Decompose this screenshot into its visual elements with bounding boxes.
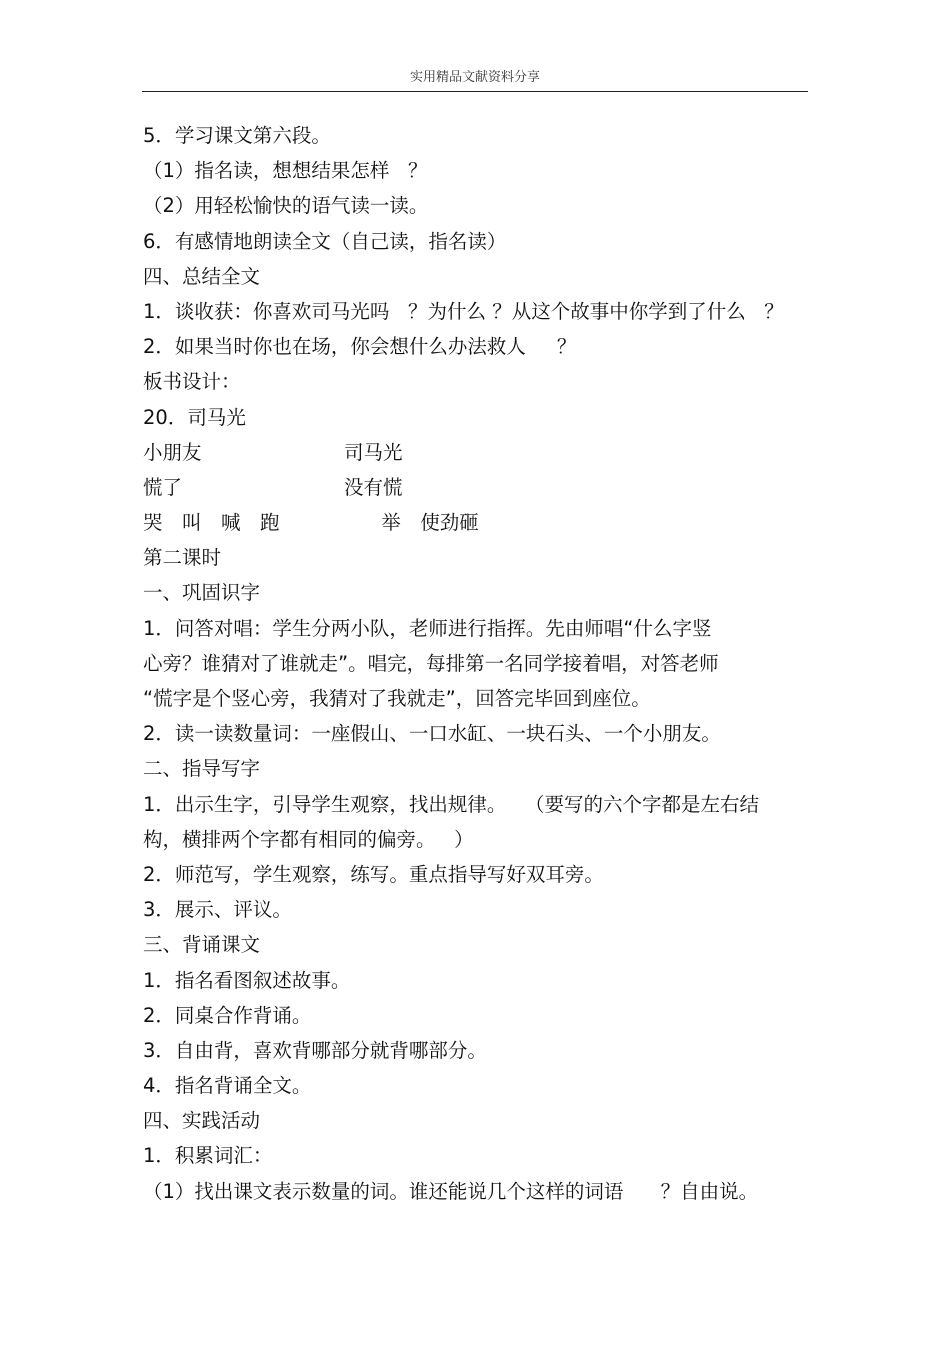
board-left: 小朋友	[143, 440, 202, 464]
text-line: （1）找出课文表示数量的词。谁还能说几个这样的词语 ？自由说。	[143, 1179, 759, 1203]
section-heading: 四、总结全文	[143, 264, 261, 288]
text-line: 3．展示、评议。	[143, 898, 292, 922]
section-heading: 一、巩固识字	[143, 581, 261, 605]
text-line: 2．同桌合作背诵。	[143, 1003, 312, 1027]
text-line: 3．自由背，喜欢背哪部分就背哪部分。	[143, 1038, 487, 1062]
text-line: 1．积累词汇：	[143, 1144, 273, 1168]
board-row	[143, 435, 813, 470]
text-line: 4．指名背诵全文。	[143, 1074, 312, 1098]
section-heading: 二、指导写字	[143, 757, 261, 781]
header-divider	[142, 91, 808, 92]
board-right: 举 使劲砸	[344, 511, 479, 535]
section-heading: 四、实践活动	[143, 1109, 261, 1133]
board-right: 没有慌	[344, 475, 403, 499]
text-line: “慌字是个竖心旁，我猜对了我就走”，回答完毕回到座位。	[143, 687, 651, 710]
text-line: 20．司马光	[143, 405, 246, 429]
text-line: 1．谈收获：你喜欢司马光吗 ？为什么 ？从这个故事中你学到了什么 ？	[143, 299, 784, 323]
section-heading: 三、背诵课文	[143, 933, 261, 957]
text-line: 6．有感情地朗读全文（自己读，指名读）	[143, 229, 507, 253]
text-line: 2．师范写，学生观察，练写。重点指导写好双耳旁。	[143, 862, 604, 886]
text-line: 5．学习课文第六段。	[143, 124, 331, 147]
text-line: 构，横排两个字都有相同的偏旁。 ）	[143, 827, 474, 851]
board-row	[143, 470, 813, 505]
board-left: 哭 叫 喊 跑	[143, 511, 280, 535]
board-left: 慌了	[143, 475, 183, 499]
text-line: （2）用轻松愉快的语气读一读。	[143, 194, 429, 218]
page-header: 实用精品文献资料分享	[409, 70, 540, 85]
text-line: 心旁？谁猜对了谁就走”。唱完，每排第一名同学接着唱，对答老师	[143, 651, 719, 675]
section-heading: 板书设计：	[143, 370, 241, 394]
text-line: 1．指名看图叙述故事。	[143, 968, 351, 992]
text-line: 1．问答对唱：学生分两小队，老师进行指挥。先由师唱“什么字竖	[143, 616, 712, 640]
section-heading: 第二课时	[143, 546, 222, 570]
document-body	[143, 118, 813, 1209]
board-right: 司马光	[344, 440, 403, 464]
text-line: 1．出示生字，引导学生观察，找出规律。 （要写的六个字都是左右结	[143, 792, 760, 816]
text-line: （1）指名读，想想结果怎样 ？	[143, 159, 428, 183]
board-row	[143, 505, 813, 540]
text-line: 2．读一读数量词：一座假山、一口水缸、一块石头、一个小朋友。	[143, 722, 721, 746]
text-line: 2．如果当时你也在场，你会想什么办法救人 ？	[143, 335, 577, 359]
